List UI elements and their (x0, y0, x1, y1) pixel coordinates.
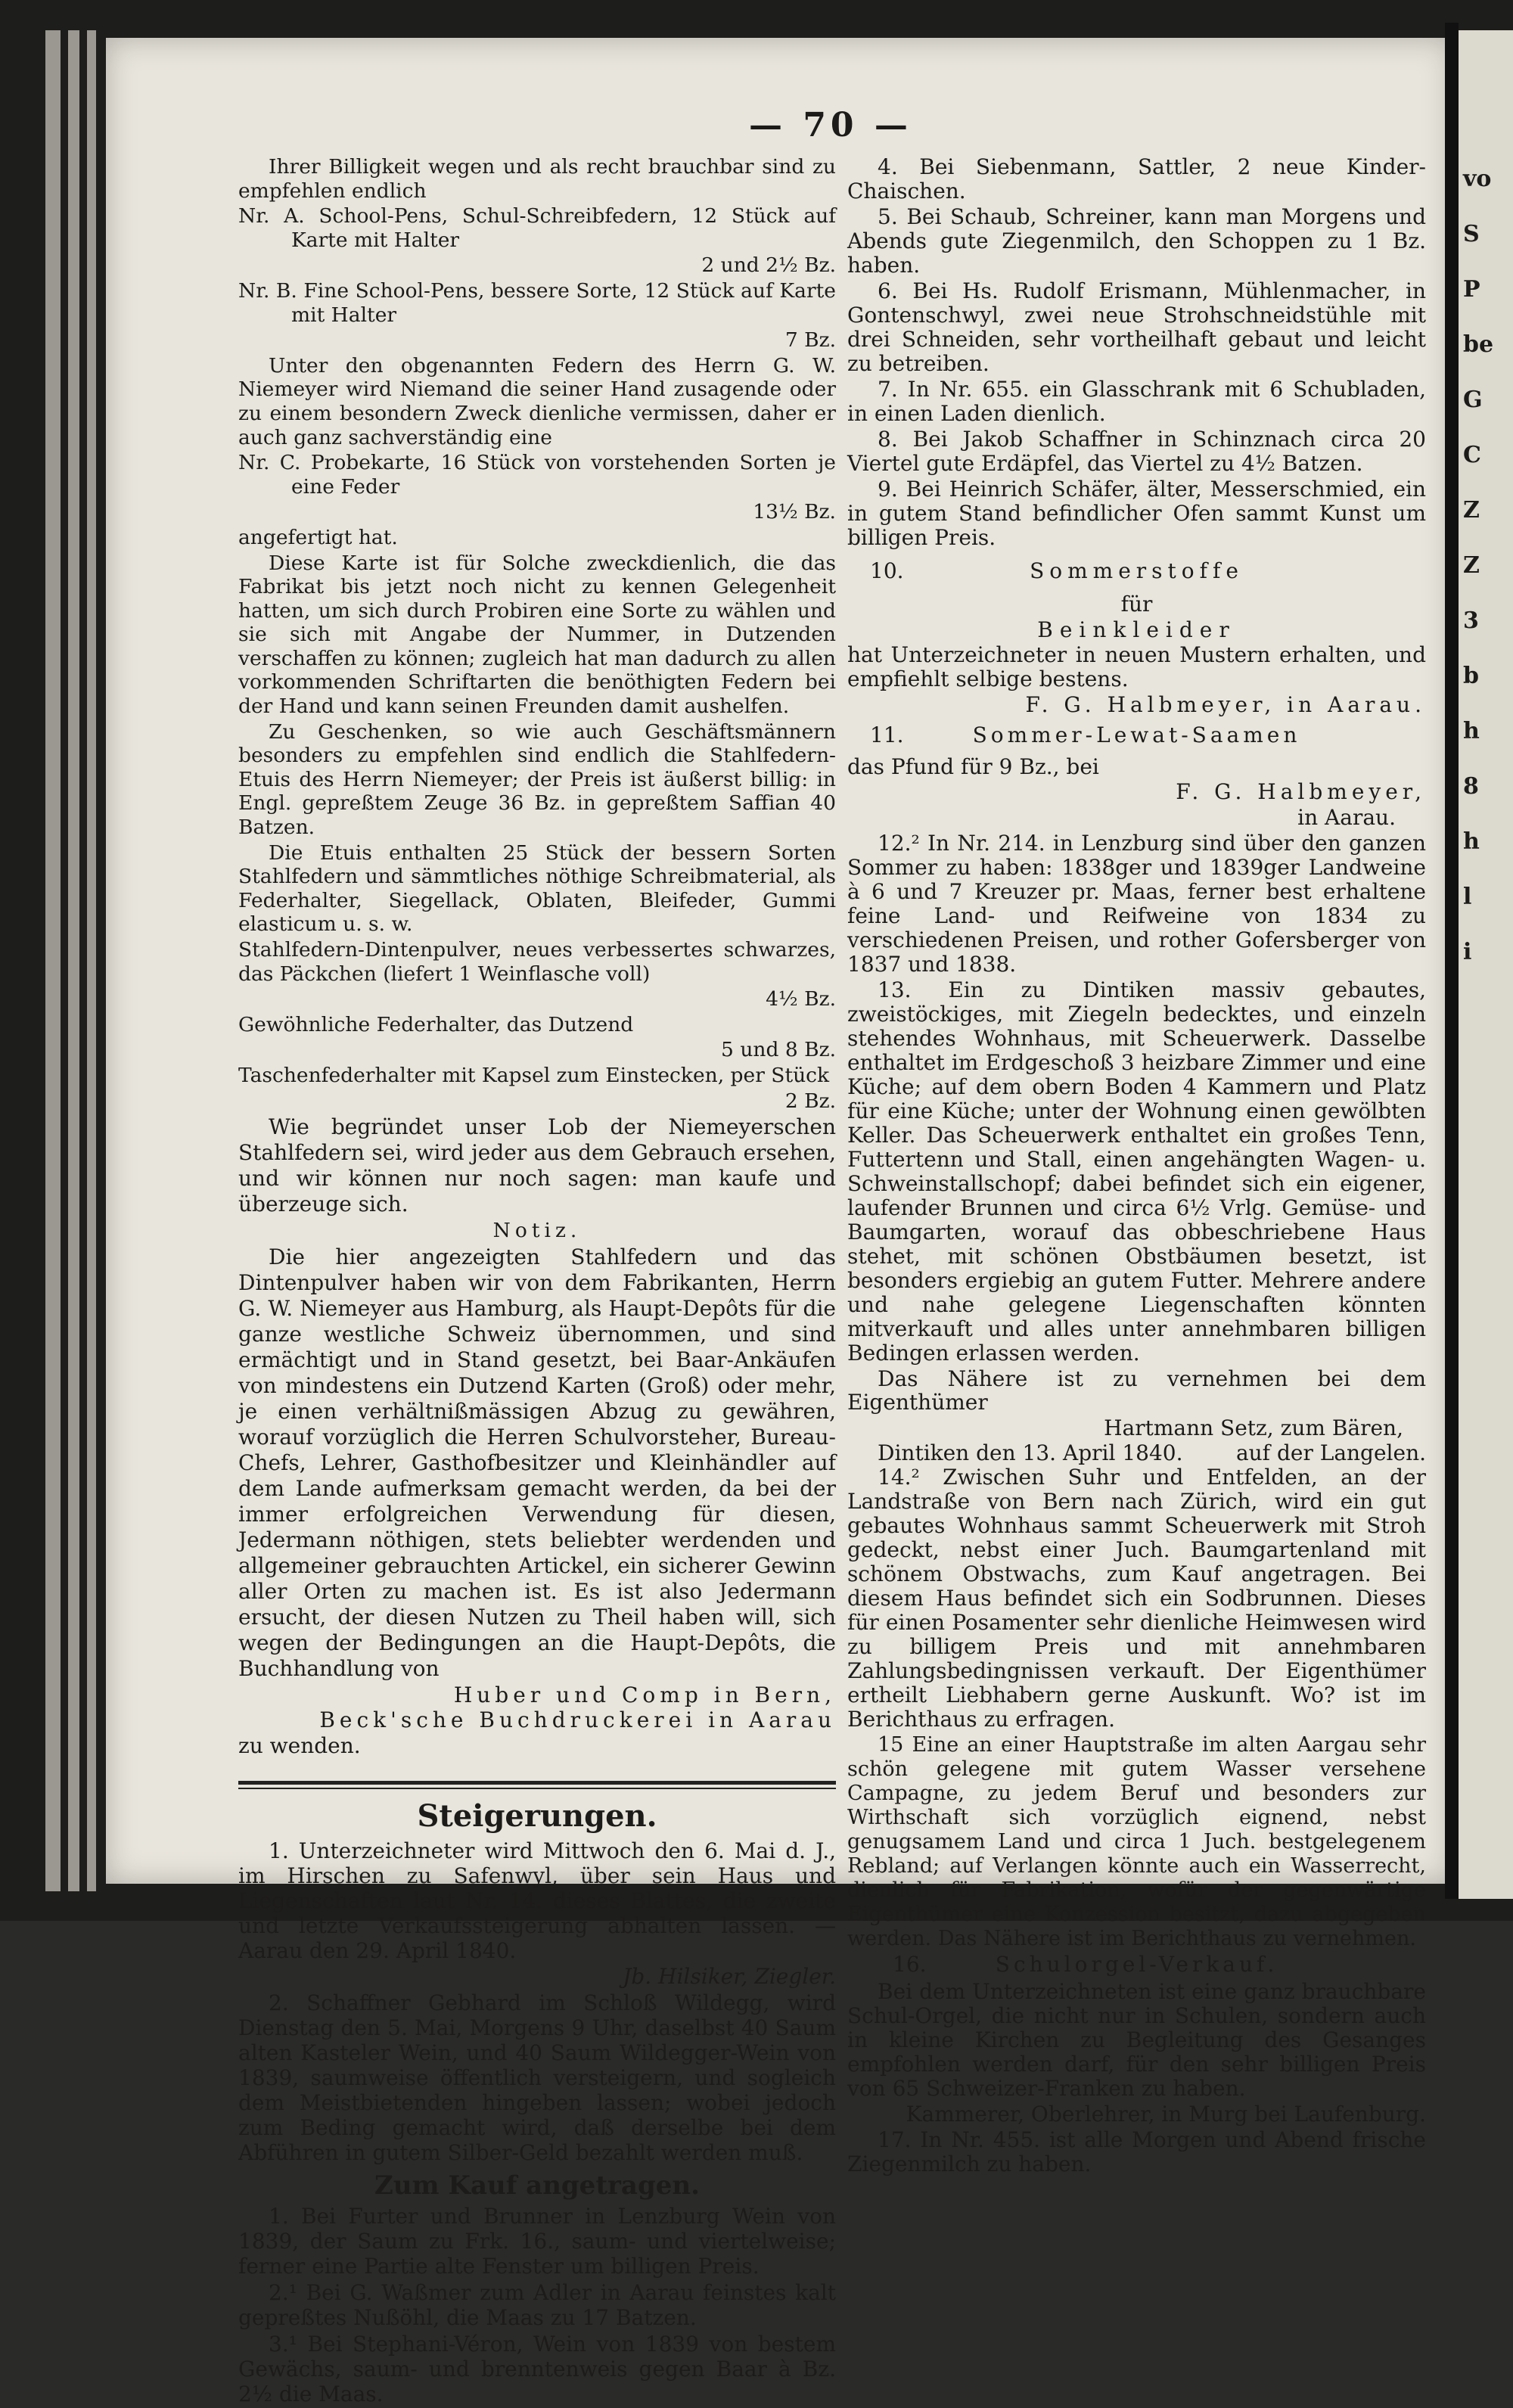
pocket-holder-item: Taschenfederhalter mit Kapsel zum Einstecken, per Stück (238, 1063, 830, 1087)
listing-1: 1. Unterzeichneter wird Mittwoch den 6. Mai d. J., im Hirschen zu Safenwyl, über sein Haus und Liegenschaften laut Nr. 14. dieses Blattes, die zweite und letzte Verkaufssteigerung abhalten lassen. — Aarau den 29. April 1840. (238, 1838, 836, 1964)
sale-16-title: Schulorgel-Verkauf. (995, 1952, 1278, 1978)
sale-6: 6. Bei Hs. Rudolf Erismann, Mühlenmacher, in Gontenschwyl, zwei neue Strohschneidstühle mit drei Schneiden, sehr vortheilhaft gebaut und leicht zu betreiben. (847, 278, 1426, 376)
facing-page-fragment (1459, 30, 1513, 1899)
margin-fragment: l (1463, 884, 1472, 910)
sale-10-title-item: Beinkleider (1037, 617, 1236, 642)
section-divider (238, 1781, 836, 1789)
page-number: — 70 — (749, 106, 912, 144)
sale-11-place: in Aarau. (1297, 804, 1396, 830)
margin-fragment: S (1463, 221, 1480, 247)
notiz-tail: zu wenden. (238, 1732, 361, 1758)
margin-fragment: h (1463, 718, 1480, 744)
ink-price: 4½ Bz. (766, 987, 836, 1011)
sale-9: 9. Bei Heinrich Schäfer, älter, Messerschmied, ein in gutem Stand befindlicher Ofen sammt Kunst um billigen Preis. (847, 477, 1426, 550)
signature-beck: Beck'sche Buchdruckerei in Aarau (319, 1707, 836, 1733)
paragraph: Die Etuis enthalten 25 Stück der bessern Sorten Stahlfedern und sämmtliches nöthige Schreibmaterial, als Federhalter, Siegellack, Oblaten, Bleifeder, Gummi elasticum u. s. w. (238, 840, 836, 937)
sale-14: 14.² Zwischen Suhr und Entfelden, an der Landstraße von Bern nach Zürich, wird ein gut gebautes Wohnhaus sammt Scheuerwerk mit Stroh gedeckt, nebst einer Juch. Baumgartenland mit schönem Obstwachs, zum Kauf angetragen. Bei diesem Haus befindet sich ein Sodbrunnen. Dieses für einen Posamenter sehr dienliche Heimwesen wird zu billigem Preis und mit annehmbaren Zahlungsbedingnissen verkauft. Der Eigenthümer ertheilt Liebhabern gerne Auskunft. Wo? ist im Berichthaus zu erfragen. (847, 1465, 1426, 1732)
paragraph: Wie begründet unser Lob der Niemeyerschen Stahlfedern sei, wird jeder aus dem Gebrauch ersehen, und wir können nur noch sagen: man kaufe und überzeuge sich. (238, 1114, 836, 1217)
sale-13: 13. Ein zu Dintiken massiv gebautes, zweistöckiges, mit Ziegeln bedecktes, und einzeln stehendes Wohnhaus, mit Scheuerwerk. Dasselbe enthaltet im Erdgeschoß 3 heizbare Zimmer und eine Küche; auf dem obern Boden 4 Kammern und Platz für eine Küche; unter der Wohnung einen gewölbten Keller. Das Scheuerwerk enthaltet ein großes Tenn, Futtertenn und Stall, einen angehängten Wagen- u. Schweinstallschopf; dabei befindet sich ein eigener, laufender Brunnen und circa 6½ Vrlg. Gemüse- und Baumgarten, worauf das obbeschriebene Haus stehet, mit schönen Obstbäumen besetzt, ist besonders ergiebig an gutem Futter. Mehrere andere und nahe gelegene Liegenschaften könnten mitverkauft und alles unter annehmbaren billigen Bedingen erlassen werden. (847, 977, 1426, 1366)
sale-1: 1. Bei Furter und Brunner in Lenzburg Wein von 1839, der Saum zu Frk. 16., saum- und viertelweise; ferner eine Partie alte Fenster um billigen Preis. (238, 2204, 836, 2279)
margin-fragment: P (1463, 276, 1480, 303)
ink-item: Stahlfedern-Dintenpulver, neues verbessertes schwarzes, das Päckchen (liefert 1 Weinflasche voll) (238, 938, 836, 986)
margin-fragment: G (1463, 387, 1483, 413)
page-edge-3 (87, 30, 96, 1891)
sale-10-text: hat Unterzeichneter in neuen Mustern erhalten, und empfiehlt selbige bestens. (847, 642, 1426, 692)
item-nr-c-price: 13½ Bz. (753, 500, 836, 524)
sale-11-number: 11. (870, 722, 904, 747)
sale-16-number: 16. (893, 1952, 927, 1978)
section-heading-kauf: Zum Kauf angetragen. (374, 2170, 700, 2201)
sale-13-signature: Hartmann Setz, zum Bären, (1104, 1415, 1403, 1440)
margin-fragment: 3 (1463, 607, 1479, 634)
margin-fragment: vo (1463, 166, 1492, 192)
book-spine (1445, 23, 1459, 1899)
sale-13-place: auf der Langelen. (1235, 1440, 1426, 1466)
sale-13-more: Das Nähere ist zu vernehmen bei dem Eigenthümer (847, 1366, 1426, 1415)
signature-huber: Huber und Comp in Bern, (453, 1682, 836, 1707)
item-nr-b-price: 7 Bz. (784, 328, 836, 353)
section-heading-steigerungen: Steigerungen. (417, 1797, 657, 1834)
margin-fragment: i (1463, 939, 1472, 965)
sale-8: 8. Bei Jakob Schaffner in Schinznach circa 20 Viertel gute Erdäpfel, das Viertel zu 4½ Batzen. (847, 427, 1426, 476)
sale-2: 2.¹ Bei G. Waßmer zum Adler in Aarau feinstes kalt gepreßtes Nußöhl, die Maas zu 17 Batzen. (238, 2280, 836, 2331)
sale-11-text: das Pfund für 9 Bz., bei (847, 753, 1099, 779)
sale-16: Bei dem Unterzeichneten ist eine ganz brauchbare Schul-Orgel, die nicht nur in Schulen, sondern auch in kleine Kirchen zu Begleitung des Gesanges empfohlen werden darf, für den sehr billigen Preis von 65 Schweizer-Franken zu haben. (847, 1979, 1426, 2102)
item-nr-a: Nr. A. School-Pens, Schul-Schreibfedern, 12 Stück auf Karte mit Halter (238, 204, 836, 252)
paragraph: Zu Geschenken, so wie auch Geschäftsmännern besonders zu empfehlen sind endlich die Stahlfedern-Etuis des Herrn Niemeyer; der Preis ist äußerst billig: in Engl. gepreßtem Zeuge 36 Bz. in gepreßtem Saffian 40 Batzen. (238, 719, 836, 840)
margin-fragment: be (1463, 331, 1494, 358)
sale-13-date: Dintiken den 13. April 1840. (878, 1440, 1183, 1466)
item-nr-c: Nr. C. Probekarte, 16 Stück von vorstehenden Sorten je eine Feder (238, 451, 836, 499)
sale-16-heading-row (847, 1953, 1426, 1980)
item-nr-a-price: 2 und 2½ Bz. (701, 253, 836, 278)
sale-10-number: 10. (870, 558, 904, 583)
sale-7: 7. In Nr. 655. ein Glasschrank mit 6 Schubladen, in einen Laden dienlich. (847, 377, 1426, 426)
notiz-heading: Notiz. (492, 1219, 582, 1243)
sale-11-title: Sommer-Lewat-Saamen (972, 722, 1301, 747)
notiz-text: Die hier angezeigten Stahlfedern und das Dintenpulver haben wir von dem Fabrikanten, Herrn G. W. Niemeyer aus Hamburg, als Haupt-Depôts für die ganze westliche Schweiz übernommen, und sind ermächtigt und in Stand gesetzt, bei Baar-Ankäufen von mindestens ein Dutzend Karten (Groß) oder mehr, je einen verhältnißmässigen Abzug zu gewähren, worauf vorzüglich die Herren Schulvorsteher, Bureau-Chefs, Lehrer, Gasthofbesitzer und Kleinhändler auf dem Lande aufmerksam gemacht werden, da bei der immer erfolgreichen Verwendung für diesen, Jedermann nöthigen, stets beliebter werdenden und allgemeiner gebrauchten Artickel, ein sicherer Gewinn aller Orten zu machen ist. Es ist also Jedermann ersucht, der diesen Nutzen zu Theil haben will, sich wegen der Bedingungen an die Haupt-Depôts, die Buchhandlung von (238, 1244, 836, 1681)
right-column (847, 155, 1426, 2178)
margin-fragment: C (1463, 442, 1481, 468)
pocket-holder-price: 2 Bz. (784, 1089, 836, 1113)
page-edge-2 (68, 30, 79, 1891)
sale-10-title: Sommerstoffe (1030, 558, 1244, 583)
intro-text: Ihrer Billigkeit wegen und als recht brauchbar sind zu empfehlen endlich (238, 155, 836, 203)
margin-fragment: Z (1463, 497, 1480, 524)
holder-item: Gewöhnliche Federhalter, das Dutzend (238, 1012, 634, 1036)
sale-12: 12.² In Nr. 214. in Lenzburg sind über den ganzen Sommer zu haben: 1838ger und 1839ger Landweine à 6 und 7 Kreuzer pr. Maas, ferner best erhaltene feine Land- und Reifweine von 1834 zu verschiedenen Preisen, und rother Gofersberger von 1837 und 1838. (847, 830, 1426, 977)
margin-fragment: h (1463, 828, 1480, 855)
listing-1-signature: Jb. Hilsiker, Ziegler. (623, 1964, 836, 1990)
sale-15: 15 Eine an einer Hauptstraße im alten Aargau sehr schön gelegene mit gutem Wasser versehene Campagne, zu jedem Beruf und besonders zur Wirthschaft sich vorzüglich eignend, nebst genugsamem Land und circa 1 Juch. bestgelegenem Rebland; auf Verlangen könnte auch ein Wasserrecht, dienlich für Fabrikation, wofür der gegenwärtige Eigenthümer eine Konzession besitzt, dazu abgegeben werden. Das Nähere ist im Berichthaus zu vernehmen. (847, 1733, 1426, 1951)
holder-price: 5 und 8 Bz. (721, 1038, 836, 1062)
sale-17: 17. In Nr. 455. ist alle Morgen und Abend frische Ziegenmilch zu haben. (847, 2127, 1426, 2177)
margin-fragment: 8 (1463, 773, 1479, 800)
sale-5: 5. Bei Schaub, Schreiner, kann man Morgens und Abends gute Ziegenmilch, den Schoppen zu 1 Bz. haben. (847, 204, 1426, 278)
sale-11-heading-row (847, 723, 1426, 755)
sale-10-signature: F. G. Halbmeyer, in Aarau. (1025, 692, 1426, 718)
sale-16-signature: Kammerer, Oberlehrer, in Murg bei Laufenburg. (906, 2102, 1426, 2127)
sale-4: 4. Bei Siebenmann, Sattler, 2 neue Kinder-Chaischen. (847, 154, 1426, 204)
item-nr-b: Nr. B. Fine School-Pens, bessere Sorte, 12 Stück auf Karte mit Halter (238, 278, 836, 327)
sale-11-signature: F. G. Halbmeyer, (1176, 779, 1426, 805)
paragraph: Unter den obgenannten Federn des Herrn G. W. Niemeyer wird Niemand die seiner Hand zusagende oder zu einem besondern Zweck dienliche vermissen, daher er auch ganz sachverständig eine (238, 353, 836, 449)
sale-13-date-row (847, 1441, 1426, 1465)
margin-fragment: b (1463, 663, 1479, 689)
item-nr-c-tail: angefertigt hat. (238, 525, 398, 549)
listing-2: 2. Schaffner Gebhard im Schloß Wildegg, wird Dienstag den 5. Mai, Morgens 9 Uhr, daselbst 40 Saum alten Kasteler Wein, und 40 Saum Wildegger-Wein von 1839, saumweise öffentlich versteigern, und sogleich dem Meistbietenden hingeben lassen; wobei jedoch zum Beding gemacht wird, daß derselbe bei dem Abführen in gutem Silber-Geld bezahlt werden muß. (238, 1990, 836, 2165)
margin-fragment: Z (1463, 552, 1480, 579)
sale-10-title-for: für (1120, 592, 1153, 617)
paragraph: Diese Karte ist für Solche zweckdienlich, die das Fabrikat bis jetzt noch nicht zu kennen Gelegenheit hatten, um sich durch Probiren eine Sorte zu wählen und sie sich mit Angabe der Nummer, in Dutzenden verschaffen zu können; zugleich hat man dadurch zu allen vorkommenden Schriftarten die benöthigten Federn bei der Hand und kann seinen Freunden damit aushelfen. (238, 551, 836, 719)
page-edge-1 (45, 30, 61, 1891)
left-column (238, 155, 836, 2408)
sale-3: 3.¹ Bei Stephani-Véron, Wein von 1839 von bestem Gewächs, saum- und brenntenweis gegen Baar à Bz. 2½ die Maas. (238, 2332, 836, 2407)
sale-10-heading-row (847, 559, 1426, 592)
